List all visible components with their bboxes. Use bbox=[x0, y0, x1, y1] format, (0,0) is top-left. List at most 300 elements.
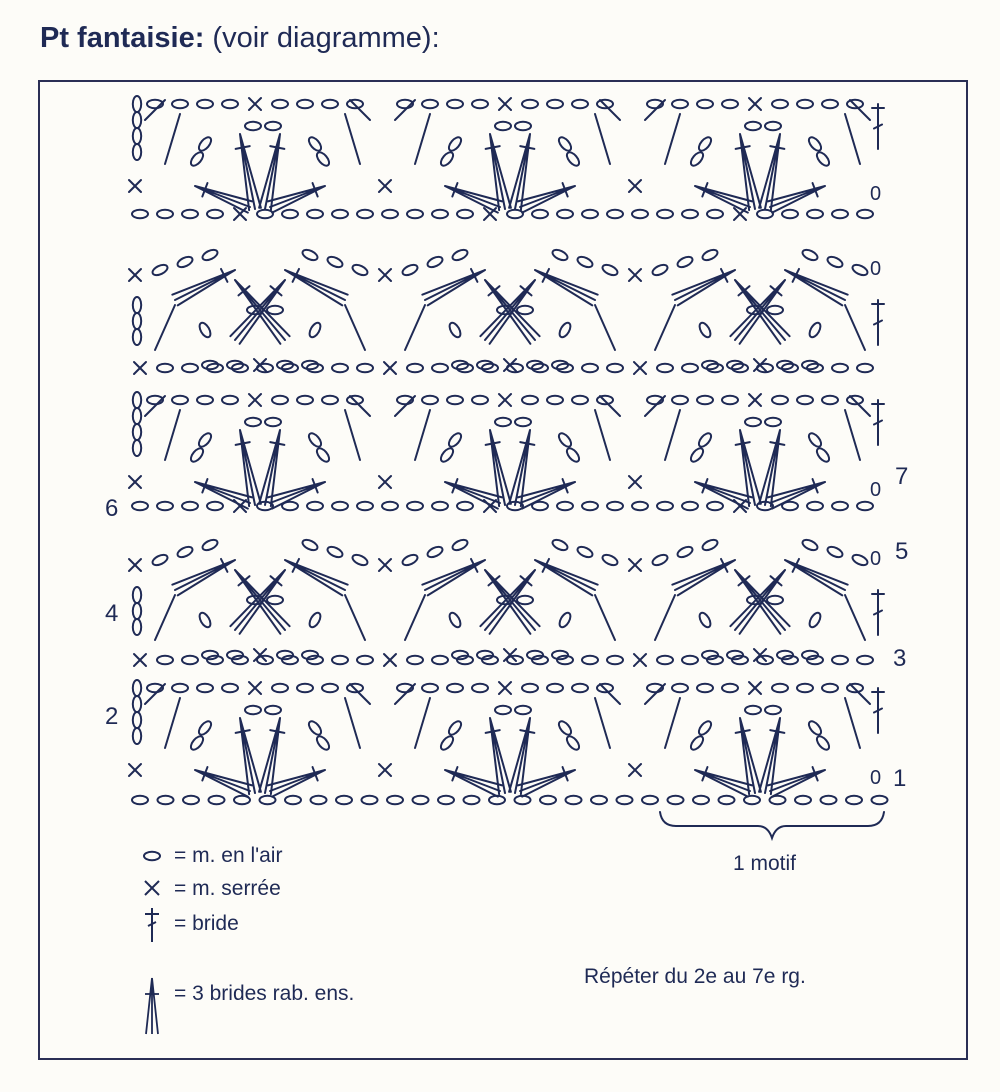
single-crochet-icon bbox=[379, 764, 391, 776]
cluster-icon bbox=[195, 767, 252, 797]
page-title: Pt fantaisie: (voir diagramme): bbox=[40, 22, 440, 54]
cluster-icon bbox=[730, 280, 785, 344]
legend-cluster-text: = 3 brides rab. ens. bbox=[174, 982, 355, 1005]
chain-icon bbox=[582, 364, 598, 372]
single-crochet-icon bbox=[749, 98, 761, 110]
chain-icon bbox=[517, 596, 533, 604]
chain-icon bbox=[572, 396, 588, 404]
chain-icon bbox=[457, 210, 473, 218]
single-crochet-icon bbox=[129, 476, 141, 488]
chain-icon bbox=[745, 418, 761, 426]
chain-icon bbox=[197, 431, 214, 449]
chain-icon bbox=[657, 210, 673, 218]
chain-icon bbox=[387, 796, 403, 804]
chain-icon bbox=[132, 796, 148, 804]
chain-icon bbox=[447, 396, 463, 404]
single-crochet-icon bbox=[629, 180, 641, 192]
chain-icon bbox=[689, 734, 706, 752]
single-crochet-icon bbox=[254, 359, 266, 371]
chain-icon bbox=[697, 431, 714, 449]
chain-icon bbox=[495, 706, 511, 714]
chain-icon bbox=[668, 796, 684, 804]
cluster-icon bbox=[172, 559, 235, 595]
chain-icon bbox=[815, 150, 832, 168]
chain-icon bbox=[797, 100, 813, 108]
chain-icon bbox=[582, 210, 598, 218]
chain-icon bbox=[522, 684, 538, 692]
single-crochet-icon bbox=[129, 764, 141, 776]
chain-icon bbox=[557, 135, 574, 153]
chain-icon bbox=[422, 396, 438, 404]
chain-icon bbox=[457, 502, 473, 510]
chain-icon bbox=[133, 144, 141, 160]
chain-icon bbox=[447, 431, 464, 449]
chain-icon bbox=[515, 122, 531, 130]
single-crochet-icon bbox=[629, 764, 641, 776]
chain-icon bbox=[189, 150, 206, 168]
cluster-icon bbox=[768, 183, 825, 213]
chain-icon bbox=[182, 502, 198, 510]
chain-icon bbox=[207, 210, 223, 218]
chain-icon bbox=[807, 502, 823, 510]
chain-icon bbox=[532, 210, 548, 218]
chain-icon bbox=[207, 502, 223, 510]
cluster-icon bbox=[268, 183, 325, 213]
chain-icon bbox=[297, 684, 313, 692]
chain-icon bbox=[451, 248, 469, 262]
chain-icon bbox=[133, 587, 141, 603]
single-crochet-icon bbox=[379, 269, 391, 281]
chain-icon bbox=[651, 263, 669, 277]
chain-icon bbox=[822, 100, 838, 108]
legend-symbols bbox=[140, 842, 180, 1042]
chain-icon bbox=[307, 321, 322, 339]
chain-icon bbox=[617, 796, 633, 804]
chain-icon bbox=[189, 734, 206, 752]
double-crochet-icon bbox=[872, 590, 884, 635]
single-crochet-icon bbox=[499, 98, 511, 110]
chain-icon bbox=[857, 364, 873, 372]
chain-icon bbox=[407, 502, 423, 510]
chain-icon bbox=[693, 796, 709, 804]
chain-icon bbox=[765, 122, 781, 130]
chain-icon bbox=[576, 255, 594, 269]
chain-icon bbox=[832, 502, 848, 510]
cluster-icon bbox=[268, 767, 325, 797]
chart-zero-label: 0 bbox=[870, 258, 882, 280]
chain-icon bbox=[158, 796, 174, 804]
single-crochet-icon bbox=[129, 269, 141, 281]
chain-icon bbox=[272, 100, 288, 108]
single-crochet-icon bbox=[749, 682, 761, 694]
single-crochet-icon bbox=[379, 559, 391, 571]
chain-icon bbox=[182, 656, 198, 664]
double-crochet-icon bbox=[872, 400, 884, 445]
cluster-icon bbox=[672, 269, 735, 305]
chain-icon bbox=[632, 502, 648, 510]
chain-icon bbox=[439, 446, 456, 464]
chain-icon bbox=[565, 150, 582, 168]
chain-icon bbox=[144, 852, 160, 860]
chain-icon bbox=[133, 96, 141, 112]
chain-icon bbox=[846, 796, 862, 804]
chain-icon bbox=[576, 545, 594, 559]
cluster-icon bbox=[535, 269, 598, 305]
chain-icon bbox=[719, 796, 735, 804]
chain-icon bbox=[472, 684, 488, 692]
double-crochet-icon bbox=[145, 908, 159, 942]
cluster-icon bbox=[230, 280, 285, 344]
single-crochet-icon bbox=[499, 394, 511, 406]
chain-icon bbox=[566, 796, 582, 804]
single-crochet-icon bbox=[129, 559, 141, 571]
chain-icon bbox=[522, 396, 538, 404]
chain-icon bbox=[515, 706, 531, 714]
chain-icon bbox=[557, 321, 572, 339]
chain-icon bbox=[332, 364, 348, 372]
chain-icon bbox=[272, 684, 288, 692]
single-crochet-icon bbox=[504, 359, 516, 371]
chain-icon bbox=[697, 100, 713, 108]
chain-icon bbox=[522, 100, 538, 108]
chain-icon bbox=[744, 796, 760, 804]
single-crochet-icon bbox=[129, 180, 141, 192]
chain-icon bbox=[772, 684, 788, 692]
cluster-icon bbox=[445, 183, 502, 213]
chain-icon bbox=[322, 684, 338, 692]
chain-icon bbox=[807, 210, 823, 218]
single-crochet-icon bbox=[634, 362, 646, 374]
chain-icon bbox=[697, 684, 713, 692]
chain-icon bbox=[307, 431, 324, 449]
chain-icon bbox=[351, 553, 369, 567]
single-crochet-icon bbox=[384, 654, 396, 666]
chain-icon bbox=[472, 100, 488, 108]
chain-icon bbox=[707, 210, 723, 218]
single-crochet-icon bbox=[384, 362, 396, 374]
legend-single-crochet-text: = m. serrée bbox=[174, 877, 281, 900]
chain-icon bbox=[607, 502, 623, 510]
chain-icon bbox=[607, 656, 623, 664]
chain-icon bbox=[447, 611, 462, 629]
chain-icon bbox=[172, 684, 188, 692]
cluster-icon bbox=[535, 559, 598, 595]
chain-icon bbox=[782, 210, 798, 218]
chain-icon bbox=[172, 396, 188, 404]
single-crochet-icon bbox=[379, 180, 391, 192]
chart-zero-label: 0 bbox=[870, 767, 882, 789]
chain-icon bbox=[209, 796, 225, 804]
cluster-icon bbox=[768, 767, 825, 797]
chain-icon bbox=[438, 796, 454, 804]
cluster-icon bbox=[285, 559, 348, 595]
cluster-icon bbox=[145, 978, 159, 1034]
chain-icon bbox=[189, 446, 206, 464]
chain-icon bbox=[689, 150, 706, 168]
chain-icon bbox=[682, 364, 698, 372]
chain-icon bbox=[447, 100, 463, 108]
chain-icon bbox=[151, 553, 169, 567]
chain-icon bbox=[832, 656, 848, 664]
chain-icon bbox=[439, 734, 456, 752]
chain-icon bbox=[157, 656, 173, 664]
motif-brace bbox=[660, 812, 884, 838]
chain-icon bbox=[676, 545, 694, 559]
chain-icon bbox=[407, 656, 423, 664]
chain-icon bbox=[572, 684, 588, 692]
chain-icon bbox=[182, 364, 198, 372]
chain-icon bbox=[572, 100, 588, 108]
chain-icon bbox=[682, 502, 698, 510]
chain-icon bbox=[547, 100, 563, 108]
cluster-icon bbox=[785, 269, 848, 305]
chain-icon bbox=[133, 313, 141, 329]
chain-icon bbox=[642, 796, 658, 804]
chain-icon bbox=[133, 392, 141, 408]
chain-icon bbox=[297, 100, 313, 108]
chain-icon bbox=[222, 396, 238, 404]
chain-icon bbox=[326, 545, 344, 559]
cluster-icon bbox=[422, 269, 485, 305]
chain-icon bbox=[151, 263, 169, 277]
cluster-icon bbox=[230, 570, 285, 634]
chart-zero-label: 0 bbox=[870, 183, 882, 205]
chain-icon bbox=[362, 796, 378, 804]
cluster-icon bbox=[445, 479, 502, 509]
chain-icon bbox=[197, 684, 213, 692]
cluster-icon bbox=[195, 183, 252, 213]
chain-icon bbox=[657, 502, 673, 510]
chain-icon bbox=[432, 210, 448, 218]
chain-icon bbox=[851, 263, 869, 277]
chain-icon bbox=[801, 248, 819, 262]
chain-icon bbox=[301, 248, 319, 262]
chain-icon bbox=[672, 396, 688, 404]
chain-icon bbox=[651, 553, 669, 567]
chain-icon bbox=[133, 128, 141, 144]
chain-icon bbox=[272, 396, 288, 404]
single-crochet-icon bbox=[629, 559, 641, 571]
chain-icon bbox=[157, 502, 173, 510]
double-crochet-icon bbox=[872, 104, 884, 149]
chain-icon bbox=[426, 255, 444, 269]
chain-icon bbox=[797, 396, 813, 404]
chain-icon bbox=[197, 321, 212, 339]
chain-icon bbox=[697, 719, 714, 737]
chain-icon bbox=[557, 210, 573, 218]
single-crochet-icon bbox=[499, 682, 511, 694]
chain-icon bbox=[176, 545, 194, 559]
chain-icon bbox=[322, 396, 338, 404]
chain-icon bbox=[301, 538, 319, 552]
chain-icon bbox=[307, 611, 322, 629]
cluster-icon bbox=[518, 183, 575, 213]
chain-icon bbox=[332, 210, 348, 218]
chain-icon bbox=[517, 306, 533, 314]
chain-icon bbox=[557, 431, 574, 449]
chain-icon bbox=[697, 321, 712, 339]
chain-icon bbox=[245, 418, 261, 426]
chain-icon bbox=[821, 796, 837, 804]
chain-icon bbox=[315, 734, 332, 752]
chain-icon bbox=[222, 100, 238, 108]
chain-icon bbox=[285, 796, 301, 804]
chain-icon bbox=[307, 719, 324, 737]
chain-icon bbox=[307, 135, 324, 153]
chain-icon bbox=[132, 502, 148, 510]
chain-icon bbox=[540, 796, 556, 804]
cluster-icon bbox=[730, 570, 785, 634]
chain-icon bbox=[607, 364, 623, 372]
chain-icon bbox=[133, 728, 141, 744]
chain-icon bbox=[439, 150, 456, 168]
chain-icon bbox=[222, 684, 238, 692]
cluster-icon bbox=[695, 183, 752, 213]
chain-icon bbox=[557, 719, 574, 737]
chart-zero-label: 0 bbox=[870, 479, 882, 501]
chain-icon bbox=[872, 796, 888, 804]
chain-icon bbox=[357, 364, 373, 372]
chain-icon bbox=[326, 255, 344, 269]
chain-icon bbox=[311, 796, 327, 804]
chain-icon bbox=[182, 210, 198, 218]
chain-icon bbox=[495, 122, 511, 130]
chain-icon bbox=[557, 502, 573, 510]
chain-icon bbox=[265, 706, 281, 714]
chain-icon bbox=[267, 306, 283, 314]
single-crochet-icon bbox=[145, 881, 159, 895]
chain-icon bbox=[307, 502, 323, 510]
cluster-icon bbox=[195, 479, 252, 509]
chain-icon bbox=[451, 538, 469, 552]
chain-icon bbox=[682, 210, 698, 218]
chain-icon bbox=[807, 719, 824, 737]
chain-icon bbox=[133, 329, 141, 345]
row-number-4: 4 bbox=[105, 600, 119, 627]
chain-icon bbox=[464, 796, 480, 804]
chain-icon bbox=[551, 248, 569, 262]
chain-icon bbox=[133, 112, 141, 128]
chain-icon bbox=[765, 418, 781, 426]
chain-icon bbox=[422, 100, 438, 108]
chain-icon bbox=[657, 656, 673, 664]
chain-icon bbox=[351, 263, 369, 277]
chain-icon bbox=[689, 446, 706, 464]
single-crochet-icon bbox=[629, 269, 641, 281]
chain-icon bbox=[282, 210, 298, 218]
double-crochet-icon bbox=[872, 688, 884, 733]
chain-icon bbox=[357, 502, 373, 510]
cluster-icon bbox=[672, 559, 735, 595]
chain-icon bbox=[807, 611, 822, 629]
chain-icon bbox=[183, 796, 199, 804]
single-crochet-icon bbox=[749, 394, 761, 406]
chain-icon bbox=[407, 364, 423, 372]
chain-icon bbox=[357, 656, 373, 664]
chain-icon bbox=[336, 796, 352, 804]
chain-icon bbox=[357, 210, 373, 218]
cluster-icon bbox=[480, 280, 535, 344]
chain-icon bbox=[515, 418, 531, 426]
chain-icon bbox=[322, 100, 338, 108]
cluster-icon bbox=[785, 559, 848, 595]
chain-icon bbox=[672, 684, 688, 692]
chain-icon bbox=[807, 431, 824, 449]
chain-icon bbox=[432, 502, 448, 510]
chain-icon bbox=[265, 418, 281, 426]
chain-icon bbox=[815, 734, 832, 752]
row-number-7: 7 bbox=[895, 463, 909, 490]
chain-icon bbox=[707, 502, 723, 510]
chain-icon bbox=[632, 210, 648, 218]
chain-icon bbox=[857, 210, 873, 218]
chain-icon bbox=[672, 100, 688, 108]
chain-icon bbox=[447, 719, 464, 737]
chain-icon bbox=[857, 502, 873, 510]
chain-icon bbox=[332, 502, 348, 510]
chain-icon bbox=[197, 396, 213, 404]
single-crochet-icon bbox=[134, 362, 146, 374]
legend-double-crochet-text: = bride bbox=[174, 912, 239, 935]
chain-icon bbox=[297, 396, 313, 404]
single-crochet-icon bbox=[379, 476, 391, 488]
chain-icon bbox=[815, 446, 832, 464]
chain-icon bbox=[447, 135, 464, 153]
chain-icon bbox=[722, 684, 738, 692]
chain-icon bbox=[857, 656, 873, 664]
single-crochet-icon bbox=[134, 654, 146, 666]
chain-icon bbox=[795, 796, 811, 804]
cluster-icon bbox=[172, 269, 235, 305]
chain-icon bbox=[822, 396, 838, 404]
chain-icon bbox=[426, 545, 444, 559]
chain-icon bbox=[133, 712, 141, 728]
chain-icon bbox=[413, 796, 429, 804]
chain-icon bbox=[767, 306, 783, 314]
chain-icon bbox=[176, 255, 194, 269]
chain-icon bbox=[133, 680, 141, 696]
chain-icon bbox=[797, 684, 813, 692]
chain-icon bbox=[832, 364, 848, 372]
cluster-icon bbox=[518, 767, 575, 797]
chain-icon bbox=[826, 545, 844, 559]
chain-icon bbox=[745, 706, 761, 714]
chain-icon bbox=[547, 396, 563, 404]
chain-icon bbox=[697, 396, 713, 404]
chain-icon bbox=[822, 684, 838, 692]
chain-icon bbox=[172, 100, 188, 108]
chain-icon bbox=[832, 210, 848, 218]
chain-icon bbox=[133, 424, 141, 440]
row-number-3: 3 bbox=[893, 645, 907, 672]
chart-zero-label: 0 bbox=[870, 548, 882, 570]
chain-icon bbox=[157, 210, 173, 218]
chain-icon bbox=[722, 100, 738, 108]
chain-icon bbox=[447, 321, 462, 339]
row-number-1: 1 bbox=[893, 765, 907, 792]
cluster-icon bbox=[480, 570, 535, 634]
chain-icon bbox=[245, 706, 261, 714]
cluster-icon bbox=[285, 269, 348, 305]
chain-icon bbox=[133, 297, 141, 313]
chain-icon bbox=[807, 321, 822, 339]
cluster-icon bbox=[695, 767, 752, 797]
chain-icon bbox=[772, 100, 788, 108]
single-crochet-icon bbox=[754, 359, 766, 371]
chain-icon bbox=[197, 135, 214, 153]
chain-icon bbox=[701, 248, 719, 262]
repeat-note: Répéter du 2e au 7e rg. bbox=[584, 965, 806, 988]
